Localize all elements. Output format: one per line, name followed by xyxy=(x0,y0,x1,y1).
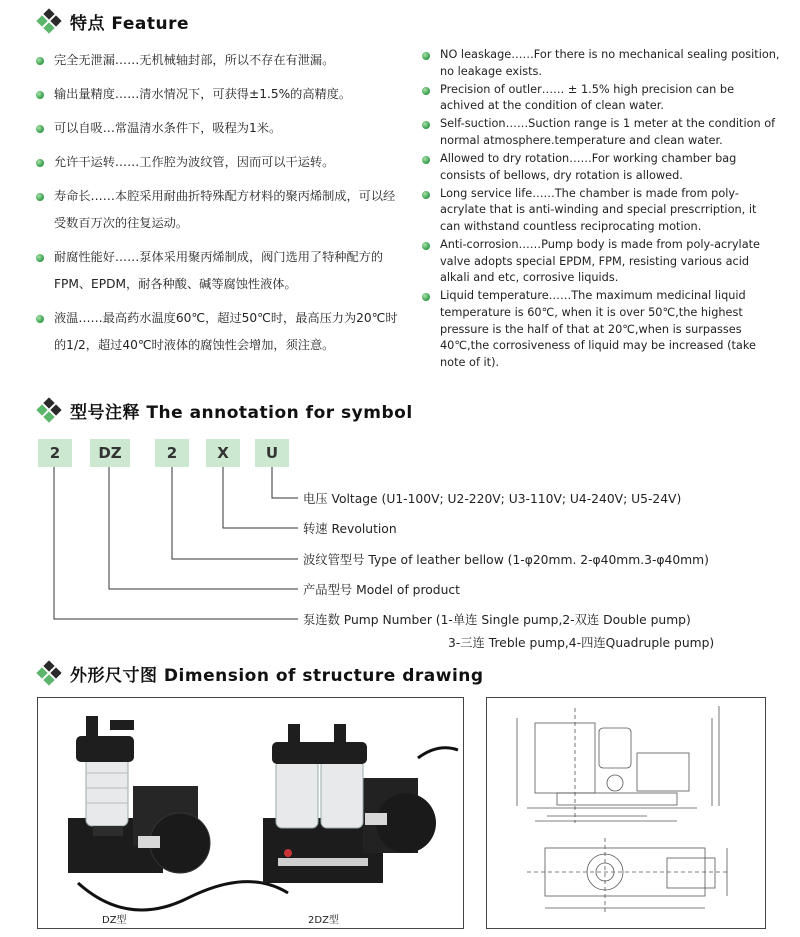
code-box-revolution: X xyxy=(206,439,240,467)
feature-title: 特点 Feature xyxy=(70,13,189,34)
feature-cn-item: 输出量精度……清水情况下，可获得±1.5%的高精度。 xyxy=(34,81,404,108)
feature-en-item: Liquid temperature……The maximum medicinal liquid temperature is 60℃, when it is over 50℃,the highest pressure is the half of that at 20℃,when is surpasses 40℃,the corrosiveness of liquid may be increased (take note of it). xyxy=(420,288,780,371)
feature-en-item: NO leaskage……For there is no mechanical sealing position, no leakage exists. xyxy=(420,47,780,80)
feature-en-item: Precision of outler…… ± 1.5% high precision can be achived at the condition of clean water. xyxy=(420,82,780,115)
feature-cn-item: 完全无泄漏……无机械轴封部，所以不存在有泄漏。 xyxy=(34,47,404,74)
dimension-drawing-image xyxy=(487,698,765,928)
feature-cn-item: 液温……最高药水温度60℃，超过50℃时，最高压力为20℃时的1/2，超过40℃时液体的腐蚀性会增加，须注意。 xyxy=(34,305,404,359)
product-photo-panel xyxy=(37,697,464,929)
annotation-voltage: 电压 Voltage (U1-100V; U2-220V; U3-110V; U4-240V; U5-24V) xyxy=(303,492,682,506)
dimension-heading xyxy=(38,660,484,686)
pump-photos-image xyxy=(38,698,463,928)
feature-cn-item: 寿命长……本腔采用耐曲折特殊配方材料的聚丙烯制成，可以经受数百万次的往复运动。 xyxy=(34,183,404,237)
code-box-voltage: U xyxy=(255,439,289,467)
annotation-bellow: 波纹管型号 Type of leather bellow (1-φ20mm. 2-φ40mm.3-φ40mm) xyxy=(303,553,709,567)
feature-en-item: Anti-corrosion……Pump body is made from poly-acrylate valve adopts special EPDM, FPM, resisting various acid alkali and etc, corrosive liquids. xyxy=(420,237,780,287)
caption-dz: DZ型 xyxy=(102,915,127,926)
feature-en-item: Self-suction……Suction range is 1 meter at the condition of normal atmosphere.temperature and clean water. xyxy=(420,116,780,149)
annotation-pump-number-2: 3-三连 Treble pump,4-四连Quadruple pump) xyxy=(448,636,715,650)
dz-pump-image xyxy=(68,716,288,910)
code-box-bellow: 2 xyxy=(155,439,189,467)
annotation-title: 型号注释 The annotation for symbol xyxy=(70,402,413,423)
technical-drawing-panel xyxy=(486,697,766,929)
annotation-pump-number: 泵连数 Pump Number (1-单连 Single pump,2-双连 Double pump) xyxy=(303,613,691,627)
feature-cn-item: 耐腐性能好……泵体采用聚丙烯制成，阀门选用了特种配方的FPM、EPDM，耐各种酸、碱等腐蚀性液体。 xyxy=(34,244,404,298)
diamond-bullet-icon xyxy=(38,662,60,684)
code-box-pump-number: 2 xyxy=(38,439,72,467)
feature-cn-item: 可以自吸…常温清水条件下，吸程为1米。 xyxy=(34,115,404,142)
feature-en-item: Allowed to dry rotation……For working chamber bag consists of bellows, dry rotation is allowed. xyxy=(420,151,780,184)
feature-cn-item: 允许干运转……工作腔为波纹管，因而可以干运转。 xyxy=(34,149,404,176)
caption-2dz: 2DZ型 xyxy=(308,915,339,926)
annotation-model: 产品型号 Model of product xyxy=(303,583,460,597)
feature-en-item: Long service life……The chamber is made from poly-acrylate that is anti-winding and special prescrription, it can withstand countless reciprocating motion. xyxy=(420,186,780,236)
code-box-model: DZ xyxy=(90,439,130,467)
2dz-pump-image xyxy=(263,724,458,883)
annotation-revolution: 转速 Revolution xyxy=(303,522,397,536)
dimension-title: 外形尺寸图 Dimension of structure drawing xyxy=(70,665,484,686)
